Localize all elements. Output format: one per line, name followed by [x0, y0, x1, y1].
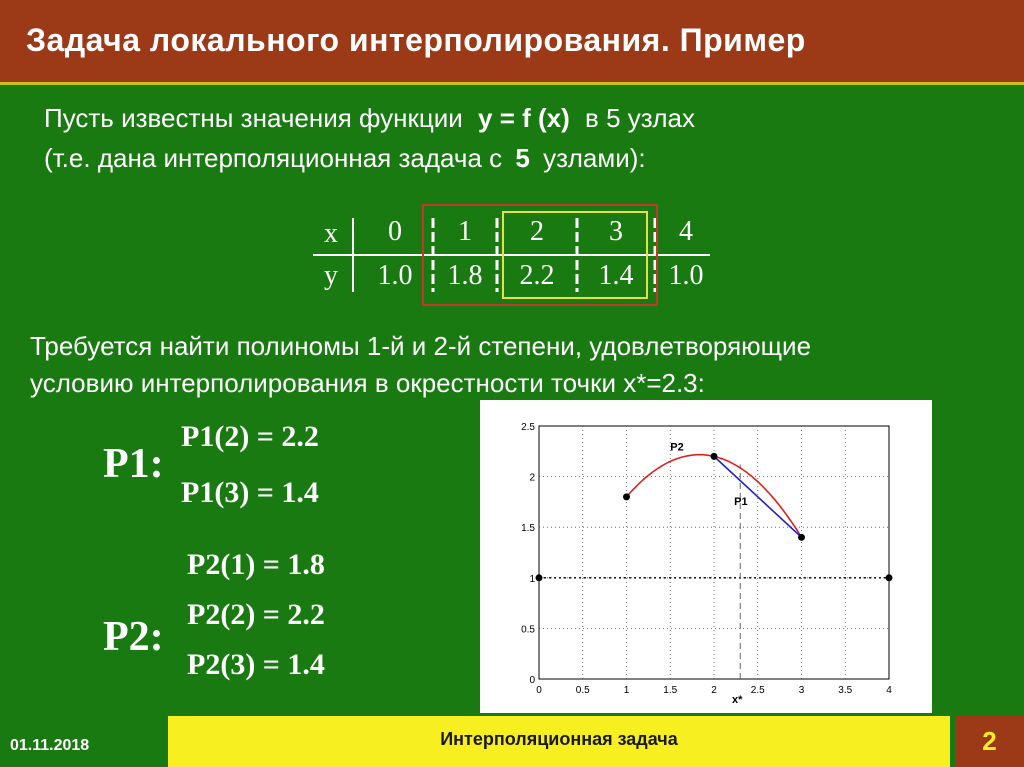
- page-number: 2: [955, 716, 1024, 767]
- intro-line-2: [44, 142, 646, 175]
- table-y-1: 1.8: [447, 260, 483, 291]
- p1-eq-2: P1(3) = 1.4: [181, 476, 319, 509]
- data-point: [536, 574, 543, 581]
- values-table: [305, 200, 725, 310]
- table-y-label: y: [324, 260, 338, 291]
- y-tick-label: 2.5: [521, 422, 535, 433]
- y-tick-label: 0: [529, 675, 535, 686]
- p2-eq-2: P2(2) = 2.2: [187, 598, 325, 631]
- footer-title: Интерполяционная задача: [440, 729, 678, 749]
- p1-label: P1:: [103, 441, 164, 487]
- data-point: [798, 534, 805, 541]
- x-tick-label: 3.5: [838, 685, 853, 696]
- y-tick-label: 1: [529, 573, 535, 585]
- x-tick-label: 2: [711, 685, 717, 696]
- footer-date: 01.11.2018: [10, 737, 90, 754]
- x-tick-label: 0.5: [575, 685, 590, 696]
- plot-frame: [539, 426, 889, 679]
- slide-title: Задача локального интерполирования. Пример: [26, 22, 806, 58]
- y-tick-label: 0.5: [521, 624, 535, 636]
- table-y-2: 2.2: [519, 260, 555, 291]
- table-x-3: 3: [609, 216, 623, 247]
- y-tick-label: 1.5: [521, 523, 535, 535]
- x-tick-label: 2.5: [750, 685, 765, 696]
- p2-eq-1: P2(1) = 1.8: [187, 548, 325, 581]
- p2-label: P2:: [103, 614, 164, 660]
- data-point: [886, 574, 893, 581]
- intro-text-a: Пусть известны значения функции: [44, 103, 463, 133]
- x-tick-label: 4: [886, 685, 892, 696]
- p1-eq-1: P1(2) = 2.2: [181, 420, 319, 453]
- label-p2: P2: [670, 441, 684, 454]
- table-y-0: 1.0: [377, 260, 413, 291]
- intro-text-c: в 5 узлах: [585, 103, 696, 133]
- intro-text-d: (т.е. дана интерполяционная задача с: [44, 143, 503, 173]
- task-line-1: Требуется найти полиномы 1-й и 2-й степени, удовлетворяющие: [30, 331, 812, 361]
- x-star-label: x*: [732, 694, 743, 706]
- table-x-1: 1: [458, 216, 472, 247]
- y-tick-label: 2: [529, 472, 535, 484]
- intro-function: y = f (x): [478, 103, 570, 133]
- intro-text-e: узлами):: [543, 143, 646, 173]
- task-line-2: условию интерполирования в окрестности точки x*=2.3:: [30, 368, 705, 398]
- p2-eq-3: P2(3) = 1.4: [187, 648, 325, 681]
- interpolation-chart: [480, 400, 932, 718]
- data-point: [623, 493, 630, 500]
- table-x-4: 4: [679, 216, 693, 247]
- series-p1: [714, 456, 802, 537]
- x-tick-label: 3: [798, 685, 805, 696]
- intro-count: 5: [515, 143, 530, 173]
- table-y-3: 1.4: [598, 260, 634, 291]
- x-tick-label: 1.5: [663, 685, 678, 696]
- intro-line-1: [44, 102, 695, 135]
- series-p2: [627, 455, 802, 538]
- table-x-label: x: [324, 218, 338, 249]
- table-x-0: 0: [388, 216, 402, 247]
- table-x-2: 2: [530, 216, 544, 247]
- label-p1: P1: [734, 495, 748, 508]
- data-point: [711, 453, 718, 460]
- slide-header: [0, 0, 1024, 85]
- x-tick-label: 0: [536, 685, 542, 696]
- x-tick-label: 1: [623, 685, 630, 696]
- chart-svg: [480, 400, 932, 718]
- table-y-4: 1.0: [668, 260, 704, 291]
